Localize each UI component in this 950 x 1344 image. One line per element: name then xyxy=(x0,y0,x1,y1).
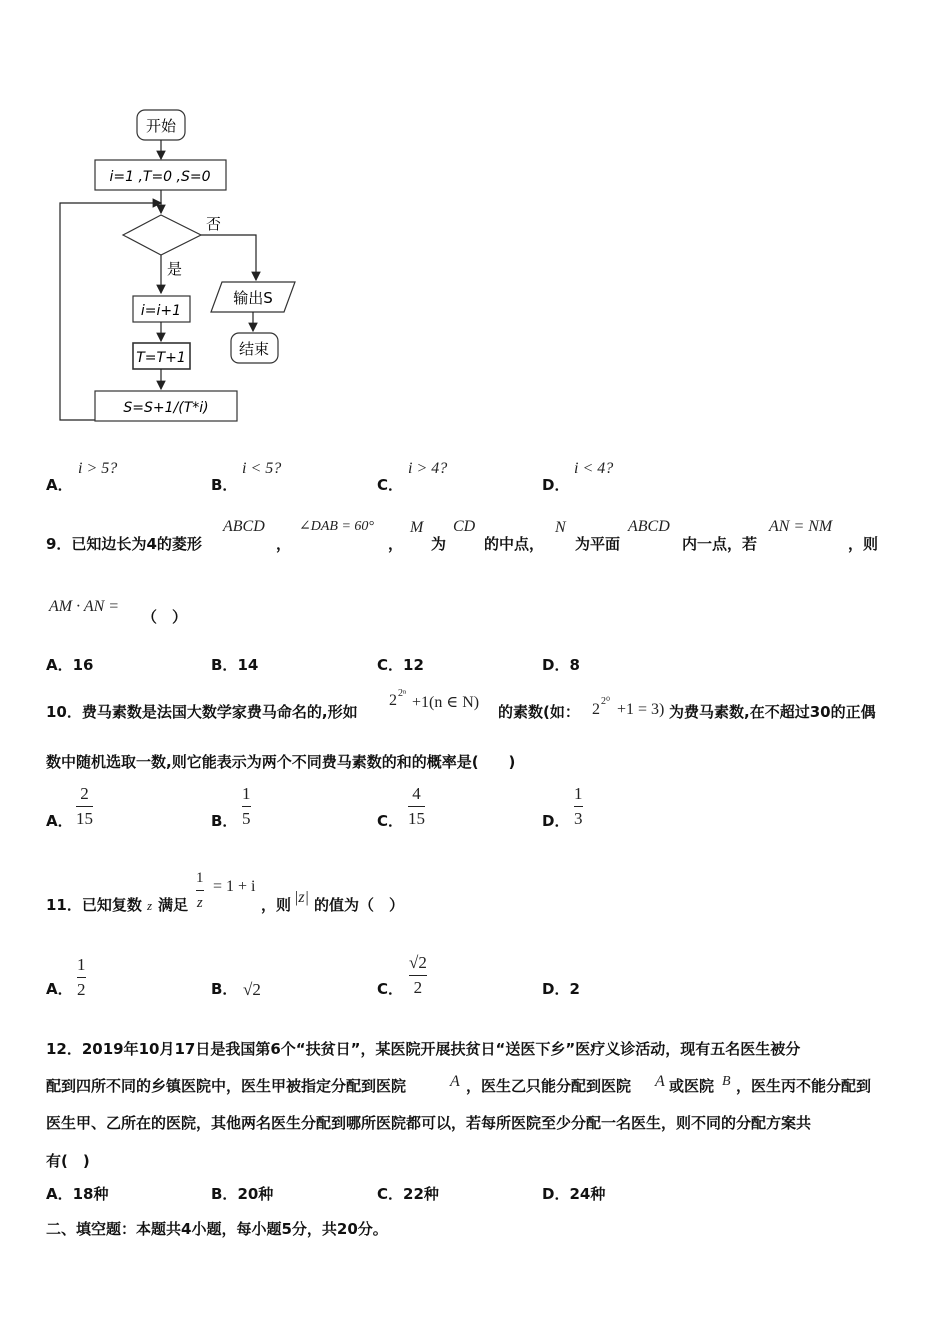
q9-math-angle: ∠DAB = 60° xyxy=(299,519,374,534)
q10-text-line2: 数中随机选取一数,则它能表示为两个不同费马素数的和的概率是( ) xyxy=(46,753,516,771)
q12-option-b xyxy=(211,1183,273,1204)
step2-label: T=T+1 xyxy=(136,350,186,366)
q10-option-d-letter: D． xyxy=(542,812,570,830)
q8-option-a-letter: A． xyxy=(46,476,73,494)
q11-option-c-letter: C． xyxy=(377,980,404,998)
no-label: 否 xyxy=(206,215,222,233)
output-label: 输出S xyxy=(233,289,273,307)
q8-option-c: i > 4? xyxy=(408,460,448,477)
end-label: 结束 xyxy=(238,340,270,358)
init-label: i=1 ,T=0 ,S=0 xyxy=(109,169,211,185)
q12-option-c-text: 22种 xyxy=(403,1185,439,1203)
q9-math-abcd-2: ABCD xyxy=(628,518,670,535)
q11-option-a-frac xyxy=(77,955,86,1000)
q12-line-3: 医生甲、乙所在的医院，其他两名医生分配到哪所医院都可以，若每所医院至少分配一名医生，则不同的分配方案共 xyxy=(46,1114,812,1132)
q9-option-a-text: 16 xyxy=(72,656,94,674)
q10-option-b-letter: B． xyxy=(211,812,238,830)
q10-math-exp: 2ⁿ xyxy=(398,688,407,699)
q11-option-d-text: 2 xyxy=(569,980,580,998)
q11-frac-den: z xyxy=(196,895,203,911)
q11-option-c-num: √2 xyxy=(409,953,427,972)
q9-comma-2: ， xyxy=(388,535,404,553)
q11-math-eq: = 1 + i xyxy=(213,878,256,895)
q9-math-dot: AM · AN = xyxy=(49,598,120,615)
q10-option-d-num: 1 xyxy=(574,784,583,803)
q10-option-c-den: 15 xyxy=(408,809,425,828)
q8-option-d: i < 4? xyxy=(574,460,614,477)
q12-math-a1: A xyxy=(450,1073,460,1090)
q12-option-d-text: 24种 xyxy=(569,1185,606,1203)
q11-math-abs: |z| xyxy=(294,889,310,906)
q12-line-4: 有( ) xyxy=(46,1152,90,1170)
q9-text-5: 内一点，若 xyxy=(682,535,758,553)
q12-line-1: 12．2019年10月17日是我国第6个“扶贫日”，某医院开展扶贫日“送医下乡”医疗义诊活动，现有五名医生被分 xyxy=(46,1040,801,1058)
q12-option-d-letter: D． xyxy=(542,1185,570,1203)
q12-line-2a: 配到四所不同的乡镇医院中，医生甲被指定分配到医院 xyxy=(46,1077,407,1095)
q12-line-2d: ，医生丙不能分配到 xyxy=(736,1077,872,1095)
q8-option-b: i < 5? xyxy=(242,460,282,477)
q10-text-1: 10．费马素数是法国大数学家费马命名的,形如 xyxy=(46,703,358,721)
q9-option-b-text: 14 xyxy=(237,656,259,674)
q10-text-3: 为费马素数,在不超过30的正偶 xyxy=(669,703,876,721)
q11-option-c-frac xyxy=(409,953,427,998)
q8-option-c-letter: C． xyxy=(377,476,404,494)
q12-line-2b: ，医生乙只能分配到医院 xyxy=(466,1077,632,1095)
q10-option-c-num: 4 xyxy=(412,784,421,803)
q12-option-d xyxy=(542,1183,605,1204)
q9-option-c-text: 12 xyxy=(403,656,424,674)
q11-option-d-letter: D． xyxy=(542,980,570,998)
q9-option-d-text: 8 xyxy=(569,656,580,674)
q10-option-c-letter: C． xyxy=(377,812,404,830)
q11-text-3: ，则 xyxy=(261,896,292,914)
q10-math-example-rest: +1 = 3) xyxy=(617,701,665,718)
q11-option-a-letter: A． xyxy=(46,980,73,998)
q10-option-a-frac xyxy=(76,784,93,829)
q8-option-d-letter: D． xyxy=(542,476,570,494)
q12-math-a2: A xyxy=(655,1073,665,1090)
q11-option-d xyxy=(542,978,580,999)
q9-option-a-letter: A． xyxy=(46,656,73,674)
q9-math-an-nm: AN = NM xyxy=(769,518,833,535)
q11-text-4: 的值为（ ） xyxy=(314,896,405,914)
q9-option-d xyxy=(542,654,580,675)
q9-option-d-letter: D． xyxy=(542,656,570,674)
q10-option-d-frac xyxy=(574,784,583,829)
q9-text-3: 的中点， xyxy=(484,535,545,553)
q11-frac-num: 1 xyxy=(196,870,204,886)
q12-option-a-text: 18种 xyxy=(72,1185,109,1203)
q10-option-c-frac xyxy=(408,784,425,829)
q12-option-a xyxy=(46,1183,108,1204)
decision-diamond xyxy=(123,215,201,255)
q12-line-2c: 或医院 xyxy=(669,1077,715,1095)
yes-label: 是 xyxy=(167,260,183,278)
q10-math-example-base: 2 xyxy=(592,701,600,718)
q10-option-a-den: 15 xyxy=(76,809,93,828)
q12-option-b-text: 20种 xyxy=(237,1185,274,1203)
q9-text-1: 9．已知边长为4的菱形 xyxy=(46,535,202,553)
q9-math-n: N xyxy=(555,519,566,536)
q12-option-c xyxy=(377,1183,439,1204)
q9-text-6: ，则 xyxy=(848,535,879,553)
q11-option-a-den: 2 xyxy=(77,980,86,999)
q9-text-2: 为 xyxy=(431,535,447,553)
step1-label: i=i+1 xyxy=(140,303,182,319)
q10-option-b-frac xyxy=(242,784,251,829)
q12-math-b: B xyxy=(722,1074,731,1089)
q11-text-1: 11．已知复数 xyxy=(46,896,142,914)
q11-option-a-num: 1 xyxy=(77,955,86,974)
q10-option-b-den: 5 xyxy=(242,809,251,828)
q8-option-b-letter: B． xyxy=(211,476,238,494)
q10-option-b-num: 1 xyxy=(242,784,251,803)
q10-option-a-letter: A． xyxy=(46,812,73,830)
q9-math-m: M xyxy=(410,519,424,536)
flowchart xyxy=(0,0,330,450)
q10-math-example-exp: 2⁰ xyxy=(601,696,611,707)
q9-option-c-letter: C． xyxy=(377,656,404,674)
q10-math-base: 2 xyxy=(389,692,397,709)
q8-option-a: i > 5? xyxy=(78,460,118,477)
q11-option-b-text: √2 xyxy=(243,980,261,999)
q11-text-2: 满足 xyxy=(158,896,189,914)
q12-option-c-letter: C． xyxy=(377,1185,404,1203)
q12-option-b-letter: B． xyxy=(211,1185,238,1203)
q9-math-cd: CD xyxy=(453,518,476,535)
q9-option-c xyxy=(377,654,424,675)
q9-comma-1: ， xyxy=(276,535,292,553)
q10-math-rest: +1(n ∈ N) xyxy=(412,694,480,711)
start-label: 开始 xyxy=(145,117,177,135)
q9-option-a xyxy=(46,654,93,675)
q10-text-2: 的素数(如： xyxy=(498,703,580,721)
q9-text-7: （ ） xyxy=(142,608,188,626)
section-2-heading: 二、填空题：本题共4小题，每小题5分，共20分。 xyxy=(46,1220,388,1238)
q12-option-a-letter: A． xyxy=(46,1185,73,1203)
step3-label: S=S+1/(T*i) xyxy=(123,400,209,416)
q10-option-a-num: 2 xyxy=(80,784,89,803)
q11-math-z: z xyxy=(147,898,153,913)
q9-option-b xyxy=(211,654,258,675)
q11-option-c-den: 2 xyxy=(413,978,423,997)
q10-option-d-den: 3 xyxy=(574,809,583,828)
q9-option-b-letter: B． xyxy=(211,656,238,674)
q9-math-abcd: ABCD xyxy=(223,518,265,535)
q11-option-b-letter: B． xyxy=(211,980,238,998)
q9-text-4: 为平面 xyxy=(575,535,621,553)
q11-frac xyxy=(196,868,204,913)
